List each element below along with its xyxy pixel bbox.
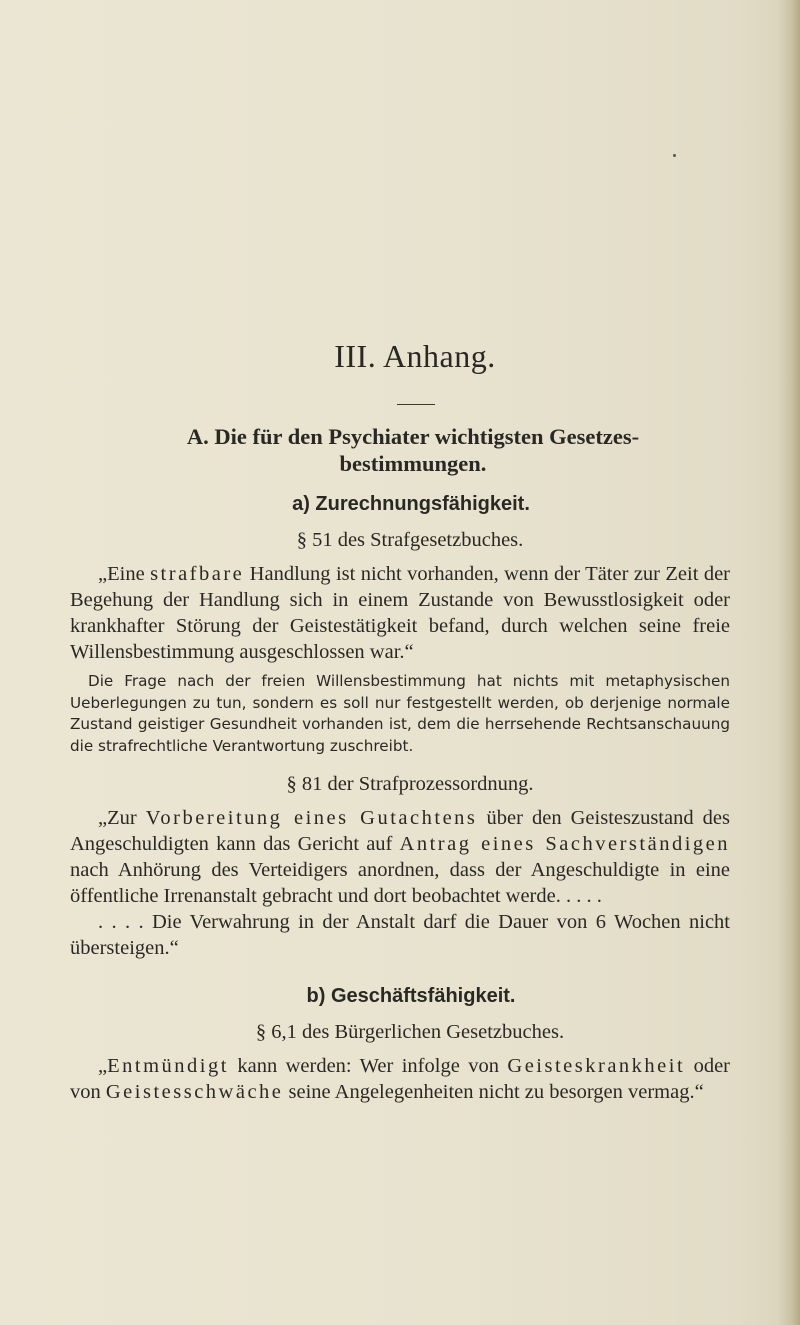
quote-81-open: „Zur bbox=[98, 807, 146, 829]
quote-81-emphasis-2: Antrag eines Sachverständigen bbox=[399, 833, 730, 855]
text-column bbox=[70, 336, 730, 1105]
title-rule bbox=[397, 404, 435, 405]
law-heading-6: § 6,1 des Bürgerlichen Gesetzbuches. bbox=[255, 1021, 565, 1043]
quote-81-emphasis-1: Vorbereitung eines Gutachtens bbox=[145, 807, 478, 829]
law-heading-51: § 51 des Strafgesetzbuches. bbox=[296, 529, 524, 551]
section-heading-line2: bestimmungen. bbox=[339, 451, 487, 476]
quote-51-body: Handlung ist nicht vorhanden, wenn der Täter zur Zeit der Begehung der Handlung sich in einem Zustande von Bewusstlosigkeit oder krankhafter Störung der Geistestätigkeit befand, durch welchen seine freie Willensbestimmung ausgeschlossen war.“ bbox=[70, 563, 731, 663]
law-quote-81-continuation: . . . . Die Verwahrung in der Anstalt darf die Dauer von 6 Wochen nicht übersteigen.“ bbox=[70, 911, 730, 959]
quote-51-open: „Eine bbox=[98, 563, 151, 585]
quote-6-body-1: kann werden: Wer infolge von bbox=[228, 1055, 508, 1077]
subheading-b: b) Geschäftsfähigkeit. bbox=[306, 985, 516, 1007]
subheading-a: a) Zurechnungsfähigkeit. bbox=[292, 493, 530, 515]
law-quote-51 bbox=[70, 561, 730, 665]
quote-81-body-2: nach Anhörung des Verteidigers anordnen, dass der Angeschuldigte in eine öffentliche Irrenanstalt gebracht und dort beobachtet werde. . . . . bbox=[70, 859, 730, 907]
section-heading bbox=[70, 423, 730, 477]
part-title: III. Anhang. bbox=[334, 338, 496, 374]
law-heading-81: § 81 der Strafprozessordnung. bbox=[286, 773, 534, 795]
section-heading-line1: A. Die für den Psychiater wichtigsten Gesetzes- bbox=[186, 424, 640, 449]
commentary-note: Die Frage nach der freien Willensbestimmung hat nichts mit metaphysischen Ueberlegungen zu tun, sondern es soll nur festgestellt werden, ob derjenige normale Zustand geistiger Gesundheit vorhanden ist, dem die herrsehende Rechtsanschauung die strafrechtliche Verantwortung zuschreibt. bbox=[70, 672, 730, 755]
quote-51-emphasis: strafbare bbox=[150, 563, 245, 585]
quote-6-emphasis-1: Entmündigt bbox=[107, 1055, 229, 1077]
quote-6-body-3: seine Angelegenheiten nicht zu besorgen vermag.“ bbox=[283, 1081, 704, 1103]
law-quote-6 bbox=[70, 1053, 730, 1105]
law-quote-81 bbox=[70, 805, 730, 909]
paper-speck bbox=[673, 154, 676, 157]
quote-6-emphasis-3: Geistesschwäche bbox=[105, 1081, 284, 1103]
quote-6-emphasis-2: Geisteskrankheit bbox=[507, 1055, 686, 1077]
quote-6-open: „ bbox=[98, 1055, 108, 1077]
quote-6-body-2: oder von bbox=[70, 1055, 730, 1103]
quote-81-body-1: über den Geisteszustand des Angeschuldigten kann das Gericht auf bbox=[70, 807, 730, 855]
page-edge-shadow bbox=[778, 0, 800, 1325]
